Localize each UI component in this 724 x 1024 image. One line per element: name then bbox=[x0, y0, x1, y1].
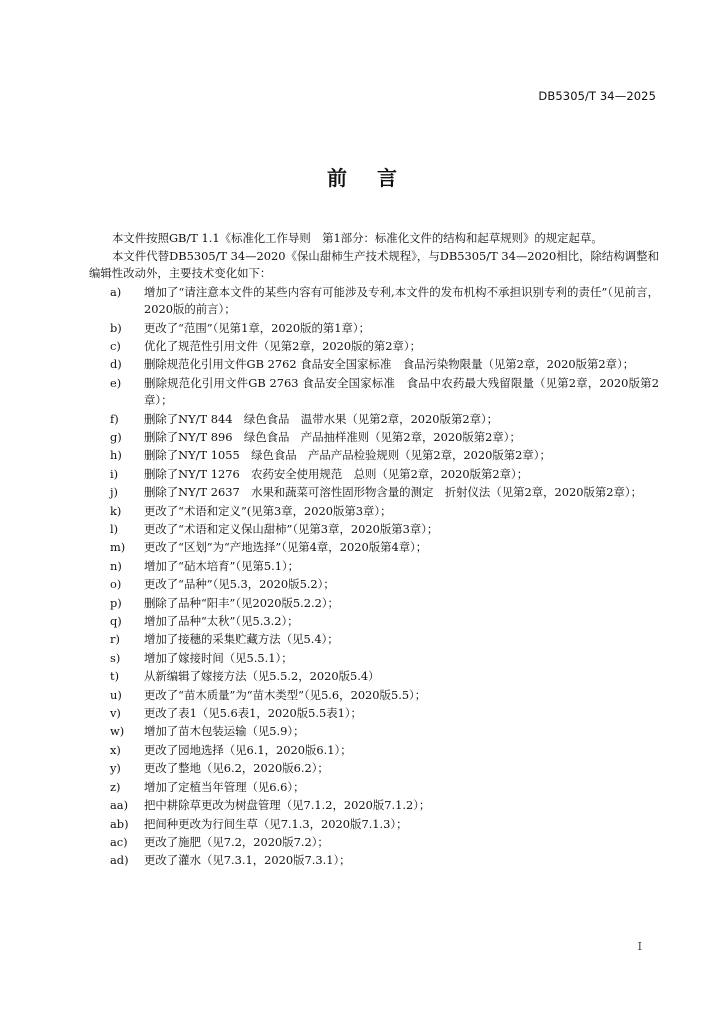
change-item-text: 更改了施肥（见7.2，2020版7.2）； bbox=[144, 834, 329, 849]
change-item-text: 更改了整地（见6.2，2020版6.2）； bbox=[144, 761, 329, 776]
change-item-marker: l) bbox=[110, 522, 119, 536]
change-item bbox=[89, 411, 659, 428]
change-item-text: 更改了“区划”为“产地选择”（见第4章，2020版第4章）； bbox=[144, 540, 428, 555]
change-item-marker: c) bbox=[110, 338, 121, 353]
change-item-text: 删除规范化引用文件GB 2763 食品安全国家标准 食品中农药最大残留限量（见第2章，2020版第2章）； bbox=[144, 375, 659, 408]
change-item bbox=[89, 705, 659, 722]
change-item bbox=[89, 338, 659, 355]
change-item bbox=[89, 375, 659, 410]
change-item bbox=[89, 576, 659, 593]
change-item-marker: g) bbox=[110, 429, 122, 444]
change-item-text: 更改了“品种”（见5.3，2020版5.2）； bbox=[144, 577, 335, 592]
change-item-text: 增加了定植当年管理（见6.6）； bbox=[144, 779, 305, 794]
change-item bbox=[89, 521, 659, 538]
change-item-text: 删除了NY/T 896 绿色食品 产品抽样准则（见第2章，2020版第2章）； bbox=[144, 429, 521, 444]
change-item-marker: ad) bbox=[110, 853, 129, 868]
change-item-marker: t) bbox=[110, 669, 120, 684]
change-item bbox=[89, 558, 659, 575]
change-item-marker: n) bbox=[110, 558, 122, 573]
change-item bbox=[89, 595, 659, 612]
change-item-text: 优化了规范性引用文件（见第2章，2020版的第2章）； bbox=[144, 338, 421, 353]
change-item-marker: e) bbox=[110, 375, 122, 390]
change-item-marker: k) bbox=[110, 503, 122, 518]
change-item-text: 删除了NY/T 1055 绿色食品 产品产品检验规则（见第2章，2020版第2章）； bbox=[144, 448, 551, 463]
change-item-marker: d) bbox=[110, 357, 122, 372]
change-item-text: 更改了“术语和定义”(见第3章，2020版第3章）； bbox=[144, 503, 392, 518]
change-item-text: 增加了“砧木培育”（见第5.1）； bbox=[144, 558, 300, 573]
change-item bbox=[89, 687, 659, 704]
change-item-text: 增加了苗木包装运输（见5.9）； bbox=[144, 724, 305, 739]
change-item-marker: b) bbox=[110, 320, 122, 335]
change-item bbox=[89, 668, 659, 685]
change-item-marker: j) bbox=[110, 485, 118, 500]
change-item bbox=[89, 613, 659, 630]
change-item-marker: h) bbox=[110, 448, 122, 463]
change-item bbox=[89, 484, 659, 501]
change-item bbox=[89, 466, 659, 483]
intro-paragraph: 本文件按照GB/T 1.1《标准化工作导则 第1部分：标准化文件的结构和起草规则》的规定起草。 bbox=[112, 231, 603, 245]
document-code: DB5305/T 34—2025 bbox=[538, 89, 656, 103]
page-title: 前言 bbox=[327, 166, 427, 190]
change-item-marker: f) bbox=[110, 411, 119, 426]
replacement-paragraph: 本文件代替DB5305/T 34—2020《保山甜柿生产技术规程》，与DB5305/T 34—2020相比，除结构调整和编辑性改动外，主要技术变化如下： bbox=[89, 248, 659, 281]
change-item-marker: x) bbox=[110, 742, 121, 757]
change-item-marker: s) bbox=[110, 650, 121, 665]
change-item-marker: u) bbox=[110, 687, 122, 702]
change-list bbox=[89, 284, 659, 870]
change-item bbox=[89, 760, 659, 777]
change-item bbox=[89, 742, 659, 759]
change-item-text: 增加了嫁接时间（见5.5.1）； bbox=[144, 650, 293, 665]
change-item-marker: m) bbox=[110, 540, 126, 555]
change-item-marker: y) bbox=[110, 761, 121, 776]
change-item-text: 更改了“术语和定义保山甜柿”（见第3章，2020版第3章）； bbox=[144, 522, 439, 536]
change-item-text: 从新编辑了嫁接方法（见5.5.2，2020版5.4） bbox=[144, 669, 380, 684]
change-item-text: 更改了园地选择（见6.1，2020版6.1）； bbox=[144, 742, 352, 757]
change-item-text: 更改了表1（见5.6表1，2020版5.5表1）； bbox=[144, 706, 362, 721]
change-item-marker: o) bbox=[110, 577, 122, 592]
document-body bbox=[89, 230, 659, 871]
page-number: I bbox=[637, 940, 642, 953]
change-item-marker: p) bbox=[110, 595, 122, 610]
change-item-text: 删除了NY/T 2637 水果和蔬菜可溶性固形物含量的测定 折射仪法（见第2章，2020版第2章）； bbox=[144, 485, 642, 500]
change-item-marker: ab) bbox=[110, 816, 129, 831]
change-item bbox=[89, 650, 659, 667]
change-item bbox=[89, 284, 659, 319]
change-item-text: 删除了NY/T 1276 农药安全使用规范 总则（见第2章，2020版第2章）； bbox=[144, 466, 529, 481]
change-item bbox=[89, 447, 659, 464]
change-item-marker: r) bbox=[110, 632, 120, 647]
change-item bbox=[89, 320, 659, 337]
change-item-text: 删除了品种“阳丰”（见2020版5.2.2）； bbox=[144, 595, 339, 610]
change-item bbox=[89, 539, 659, 556]
change-item-text: 增加了品种“太秋”（见5.3.2）； bbox=[144, 614, 299, 629]
change-item-text: 增加了“请注意本文件的某些内容有可能涉及专利,本文件的发布机构不承担识别专利的责任”（见前言，2020版的前言）； bbox=[144, 284, 659, 317]
change-item-text: 增加了接穗的采集贮藏方法（见5.4）； bbox=[144, 632, 339, 647]
change-item-text: 把间种更改为行间生草（见7.1.3，2020版7.1.3）； bbox=[144, 816, 408, 831]
change-item-text: 更改了“范围”（见第1章，2020版的第1章）； bbox=[144, 320, 370, 335]
change-item-marker: z) bbox=[110, 779, 121, 794]
change-item-marker: v) bbox=[110, 706, 121, 721]
change-item-marker: i) bbox=[110, 466, 119, 481]
change-item bbox=[89, 797, 659, 814]
change-item-text: 更改了灌水（见7.3.1，2020版7.3.1）； bbox=[144, 853, 351, 868]
change-item-marker: a) bbox=[110, 284, 122, 299]
change-item bbox=[89, 503, 659, 520]
change-item-text: 把中耕除草更改为树盘管理（见7.1.2，2020版7.1.2）； bbox=[144, 798, 431, 813]
change-item bbox=[89, 723, 659, 740]
change-item-text: 更改了“苗木质量”为“苗木类型”（见5.6，2020版5.5）； bbox=[144, 687, 427, 702]
change-item bbox=[89, 779, 659, 796]
change-item bbox=[89, 631, 659, 648]
change-item-text: 删除规范化引用文件GB 2762 食品安全国家标准 食品污染物限量（见第2章，2020版第2章）； bbox=[144, 357, 635, 372]
change-item bbox=[89, 429, 659, 446]
change-item-marker: q) bbox=[110, 614, 122, 629]
change-item-marker: w) bbox=[110, 724, 125, 739]
change-item bbox=[89, 834, 659, 851]
change-item bbox=[89, 816, 659, 833]
change-item-text: 删除了NY/T 844 绿色食品 温带水果（见第2章，2020版第2章）； bbox=[144, 411, 499, 426]
change-item-marker: aa) bbox=[110, 798, 129, 813]
change-item bbox=[89, 356, 659, 373]
change-item-marker: ac) bbox=[110, 834, 128, 849]
change-item bbox=[89, 852, 659, 869]
